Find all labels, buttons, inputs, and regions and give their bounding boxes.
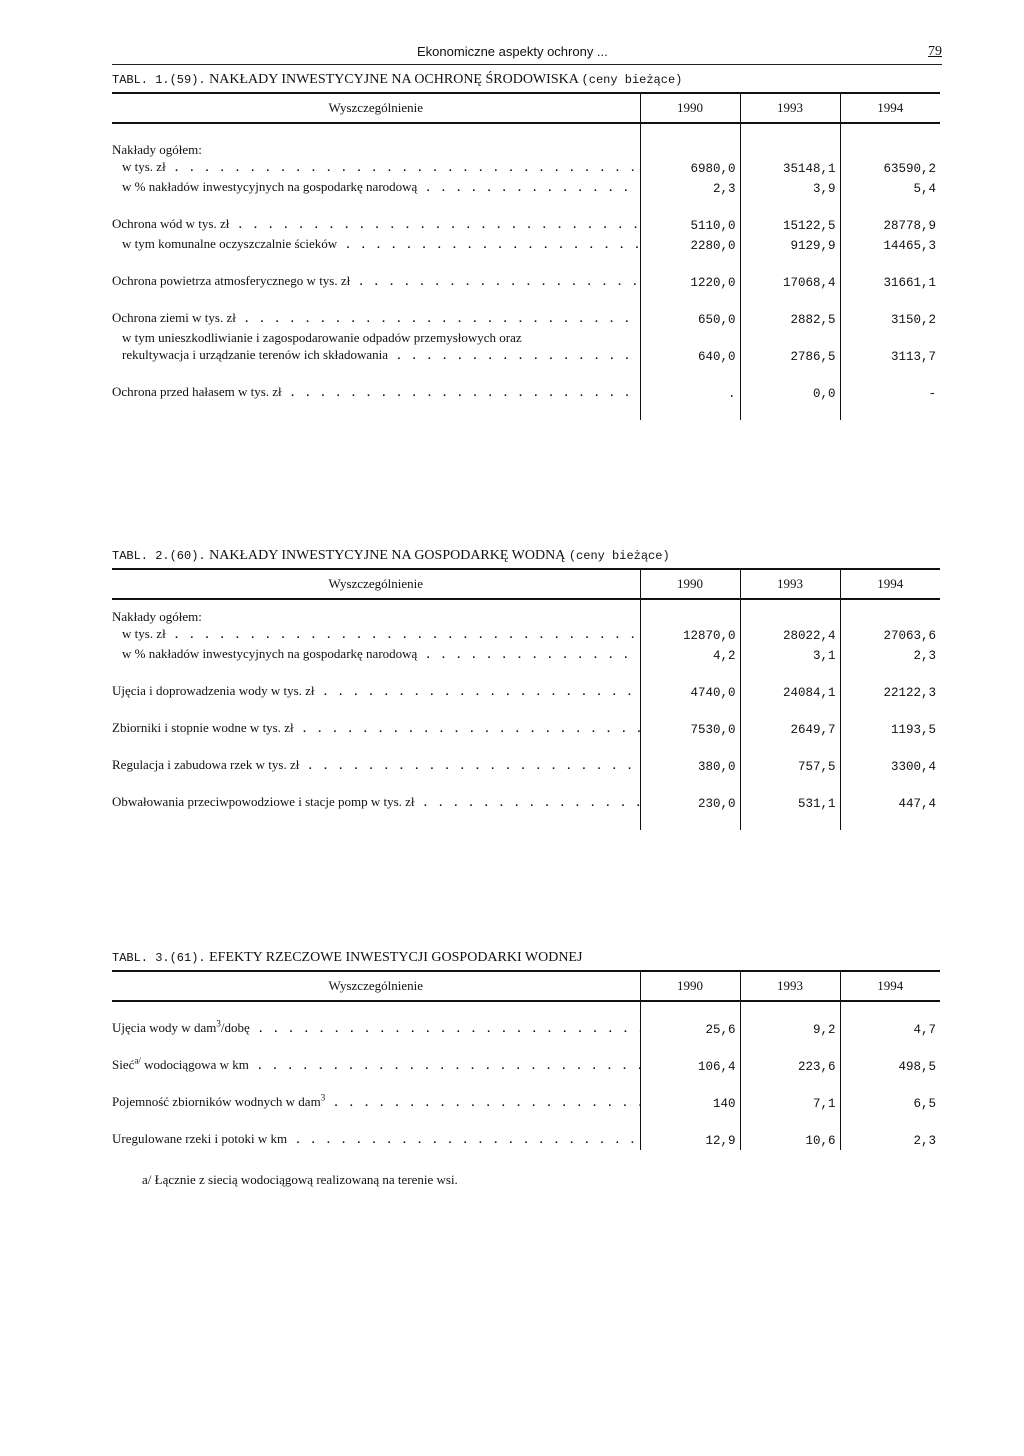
table-3 <box>112 946 940 1150</box>
table-2-title: TABL. 2.(60). NAKŁADY INWESTYCYJNE NA GOSPODARKĘ WODNĄ (ceny bieżące) <box>112 548 670 563</box>
table-2 <box>112 544 940 830</box>
table-row: Regulacja i zabudowa rzek w tys. zł . . . 380,0 757,5 3300,4 <box>112 756 940 776</box>
table-3-grid <box>112 970 940 1150</box>
table-row: Obwałowania przeciwpowodziowe i stacje pomp w tys. zł . . . 230,0 531,1 447,4 <box>112 793 940 813</box>
page-number: 79 <box>928 44 942 59</box>
table-row: Ujęcia i doprowadzenia wody w tys. zł . . . 4740,0 24084,1 22122,3 <box>112 682 940 702</box>
table-row: Pojemność zbiorników wodnych w dam$^3$ . . . 140 7,1 6,5 <box>112 1093 940 1113</box>
table-row: Ochrona wód w tys. zł . . . 5110,0 15122,5 28778,9 <box>112 215 940 235</box>
table-row: w tys. zł . . . 6980,0 35148,1 63590,2 <box>112 158 940 178</box>
table-1-title: TABL. 1.(59). NAKŁADY INWESTYCYJNE NA OCHRONĘ ŚRODOWISKA (ceny bieżące) <box>112 72 683 87</box>
table-row: Nakłady ogółem: <box>112 608 940 625</box>
table-1-grid <box>112 92 940 420</box>
table-1 <box>112 68 940 420</box>
running-title: Ekonomiczne aspekty ochrony ... <box>417 44 608 59</box>
table-header: Wyszczególnienie 1990 1993 1994 <box>112 93 940 123</box>
table-row: w tym unieszkodliwianie i zagospodarowanie odpadów przemysłowych oraz <box>112 329 940 346</box>
table-row: Zbiorniki i stopnie wodne w tys. zł . . . 7530,0 2649,7 1193,5 <box>112 719 940 739</box>
table-row: Uregulowane rzeki i potoki w km . . . 12,9 10,6 2,3 <box>112 1130 940 1150</box>
table-header: Wyszczególnienie 1990 1993 1994 <box>112 971 940 1001</box>
footnote: a/ Łącznie z siecią wodociągową realizowaną na terenie wsi. <box>142 1172 458 1187</box>
table-row: rekultywacja i urządzanie terenów ich składowania . . . 640,0 2786,5 3113,7 <box>112 346 940 366</box>
table-row: Ujęcia wody w dam$^3$/dobę . . . 25,6 9,2 4,7 <box>112 1019 940 1039</box>
table-row: w tys. zł . . . 12870,0 28022,4 27063,6 <box>112 625 940 645</box>
table-3-title: TABL. 3.(61). EFEKTY RZECZOWE INWESTYCJI GOSPODARKI WODNEJ <box>112 950 583 965</box>
table-row: Ochrona powietrza atmosferycznego w tys. zł . . . 1220,0 17068,4 31661,1 <box>112 272 940 292</box>
table-row: Nakłady ogółem: <box>112 141 940 158</box>
table-header: Wyszczególnienie 1990 1993 1994 <box>112 569 940 599</box>
table-row: w tym komunalne oczyszczalnie ścieków . . . 2280,0 9129,9 14465,3 <box>112 235 940 255</box>
page-header <box>112 42 942 65</box>
table-row: w % nakładów inwestycyjnych na gospodarkę narodową . . . 2,3 3,9 5,4 <box>112 178 940 198</box>
table-row: w % nakładów inwestycyjnych na gospodarkę narodową . . . 4,2 3,1 2,3 <box>112 645 940 665</box>
table-row: Ochrona ziemi w tys. zł . . . 650,0 2882,5 3150,2 <box>112 309 940 329</box>
table-row: Sieć$^{a/}$ wodociągowa w km . . . 106,4 223,6 498,5 <box>112 1056 940 1076</box>
table-row: Ochrona przed hałasem w tys. zł . . . . 0,0 - <box>112 383 940 403</box>
table-2-grid <box>112 568 940 830</box>
